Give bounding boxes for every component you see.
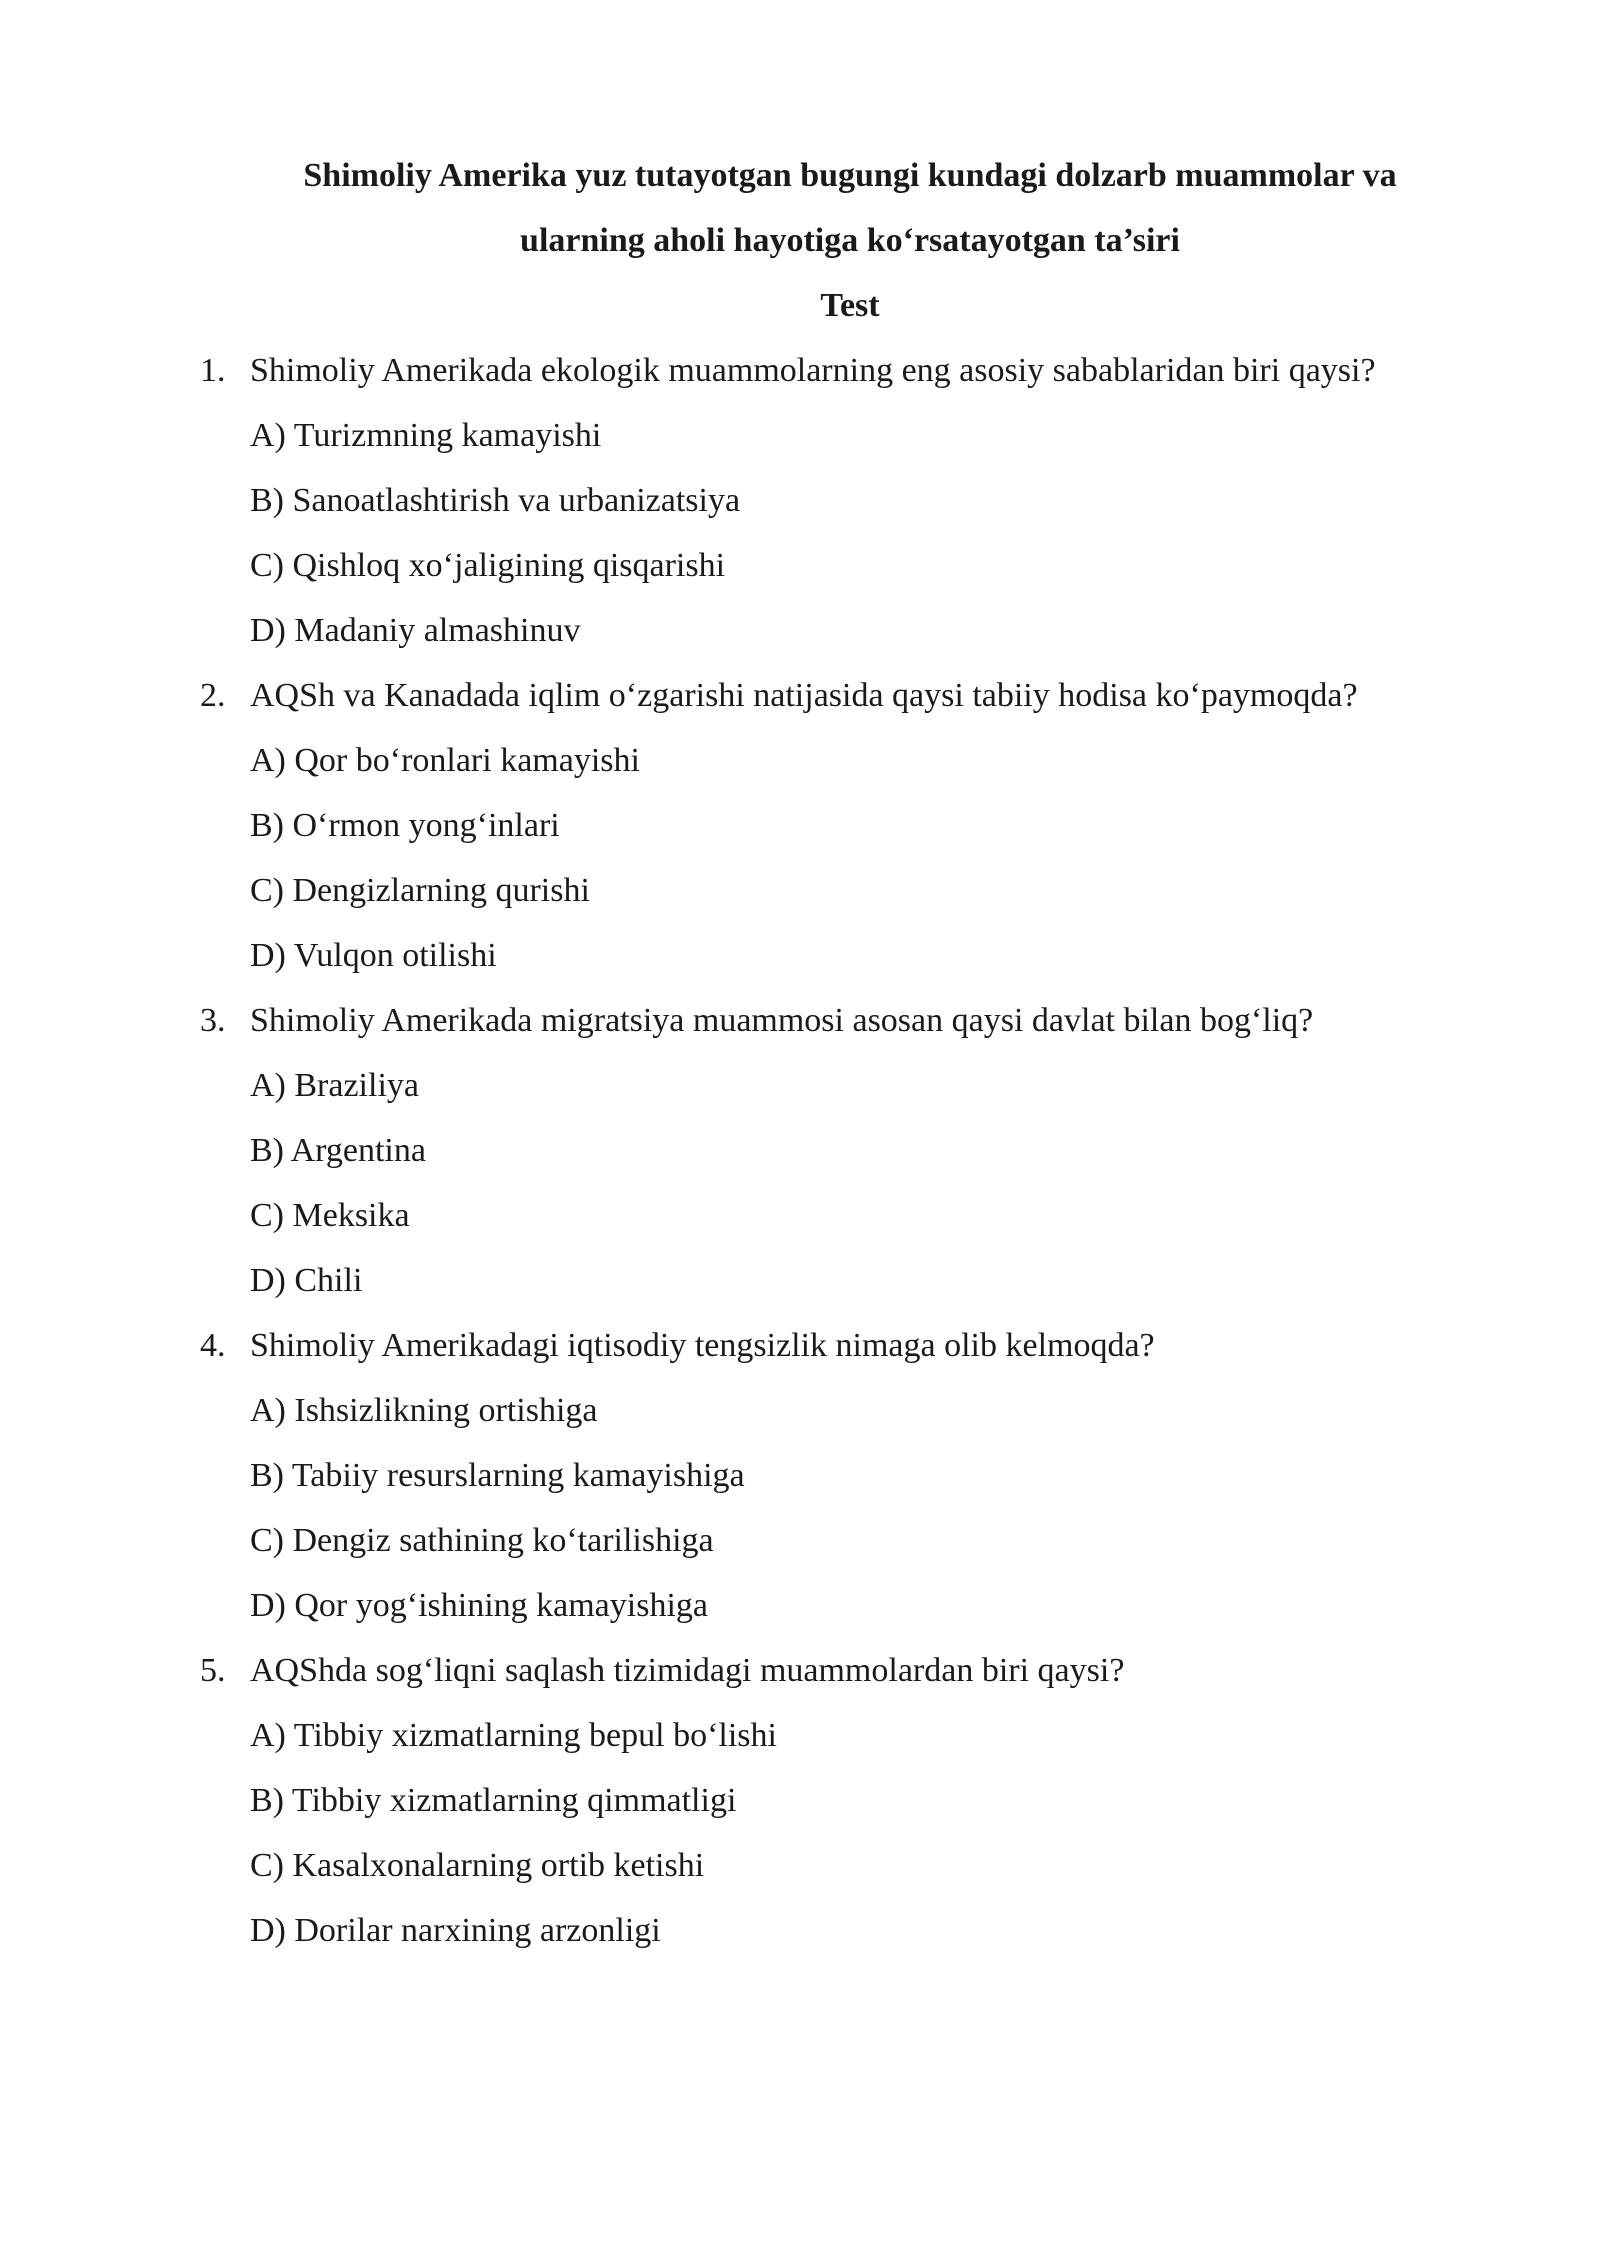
option-list [250, 728, 1500, 988]
option-d: D) Madaniy almashinuv [250, 612, 581, 649]
option-b: B) Sanoatlashtirish va urbanizatsiya [250, 482, 741, 519]
question-text: AQShda sog‘liqni saqlash tizimidagi muammolardan biri qaysi? [250, 1652, 1125, 1689]
question-text: AQSh va Kanadada iqlim o‘zgarishi natijasida qaysi tabiiy hodisa ko‘paymoqda? [250, 677, 1358, 714]
option-d: D) Dorilar narxining arzonligi [250, 1912, 661, 1949]
question-number: 1. [200, 352, 226, 389]
question-4 [200, 1313, 1500, 1638]
question-text: Shimoliy Amerikada ekologik muammolarning eng asosiy sabablaridan biri qaysi? [250, 352, 1376, 389]
option-b: B) Argentina [250, 1132, 426, 1169]
question-number: 4. [200, 1327, 226, 1364]
option-a: A) Tibbiy xizmatlarning bepul bo‘lishi [250, 1717, 777, 1754]
question-list [200, 338, 1500, 1963]
option-d: D) Qor yog‘ishining kamayishiga [250, 1587, 708, 1624]
option-b: B) O‘rmon yong‘inlari [250, 807, 560, 844]
option-c: C) Qishloq xo‘jaligining qisqarishi [250, 547, 726, 584]
document-subtitle: Test [820, 287, 880, 324]
option-a: A) Braziliya [250, 1067, 419, 1104]
question-text: Shimoliy Amerikada migratsiya muammosi asosan qaysi davlat bilan bog‘liq? [250, 1002, 1314, 1039]
option-list [250, 1053, 1500, 1313]
option-c: C) Dengiz sathining ko‘tarilishiga [250, 1522, 714, 1559]
option-a: A) Turizmning kamayishi [250, 417, 602, 454]
option-list [250, 1378, 1500, 1638]
question-text: Shimoliy Amerikadagi iqtisodiy tengsizlik nimaga olib kelmoqda? [250, 1327, 1155, 1364]
option-d: D) Vulqon otilishi [250, 937, 497, 974]
option-list [250, 1703, 1500, 1963]
option-b: B) Tibbiy xizmatlarning qimmatligi [250, 1782, 737, 1819]
option-b: B) Tabiiy resurslarning kamayishiga [250, 1457, 745, 1494]
question-number: 5. [200, 1652, 226, 1689]
title-line-2: ularning aholi hayotiga ko‘rsatayotgan ta’siri [520, 222, 1180, 259]
option-a: A) Qor bo‘ronlari kamayishi [250, 742, 640, 779]
option-c: C) Meksika [250, 1197, 410, 1234]
option-d: D) Chili [250, 1262, 363, 1299]
document-title [200, 143, 1500, 338]
question-2 [200, 663, 1500, 988]
option-c: C) Kasalxonalarning ortib ketishi [250, 1847, 705, 1884]
option-list [250, 403, 1500, 663]
option-a: A) Ishsizlikning ortishiga [250, 1392, 598, 1429]
question-number: 3. [200, 1002, 226, 1039]
option-c: C) Dengizlarning qurishi [250, 872, 590, 909]
title-line-1: Shimoliy Amerika yuz tutayotgan bugungi kundagi dolzarb muammolar va [303, 157, 1397, 194]
question-1 [200, 338, 1500, 663]
question-number: 2. [200, 677, 226, 714]
question-5 [200, 1638, 1500, 1963]
question-3 [200, 988, 1500, 1313]
